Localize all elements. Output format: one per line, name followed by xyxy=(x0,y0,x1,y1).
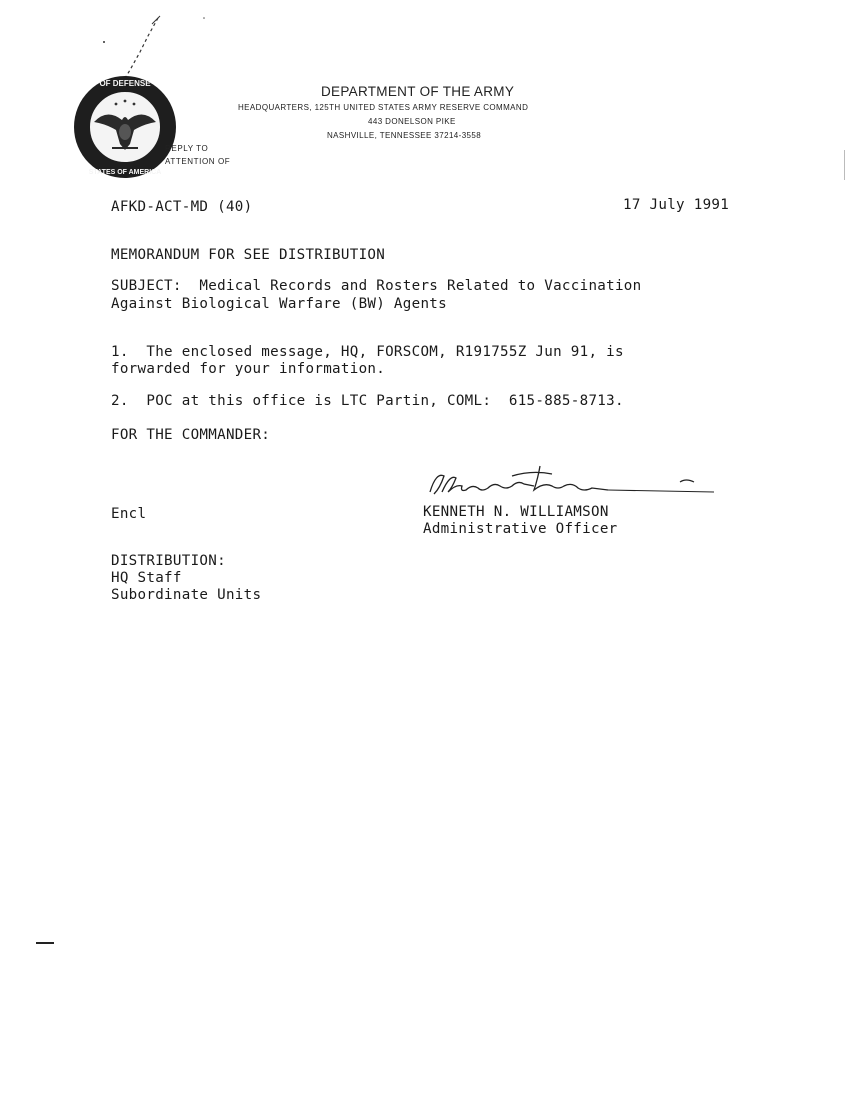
office-symbol: AFKD-ACT-MD (40) xyxy=(111,199,253,215)
distribution-heading: DISTRIBUTION: xyxy=(111,553,226,569)
paragraph-2: 2. POC at this office is LTC Partin, COML: 615-885-8713. xyxy=(111,393,624,409)
signer-title: Administrative Officer xyxy=(423,521,618,537)
scan-edge-mark xyxy=(844,150,845,180)
memorandum-for: MEMORANDUM FOR SEE DISTRIBUTION xyxy=(111,247,386,263)
for-the-commander: FOR THE COMMANDER: xyxy=(111,427,271,443)
margin-mark xyxy=(36,942,54,944)
enclosure-label: Encl xyxy=(111,506,147,522)
reply-to-label: REPLY TO xyxy=(165,144,209,153)
department-of-defense-seal xyxy=(72,74,178,180)
street-address: 443 DONELSON PIKE xyxy=(368,117,456,126)
attention-of-label: ATTENTION OF xyxy=(165,157,231,166)
memo-date: 17 July 1991 xyxy=(623,197,730,213)
subject-line-2: Against Biological Warfare (BW) Agents xyxy=(111,296,447,312)
paragraph-1-line-2: forwarded for your information. xyxy=(111,361,386,377)
handwritten-signature xyxy=(422,462,722,502)
svg-text:OF DEFENSE: OF DEFENSE xyxy=(99,79,151,88)
subject-line-1: SUBJECT: Medical Records and Rosters Related to Vaccination xyxy=(111,278,642,294)
department-heading: DEPARTMENT OF THE ARMY xyxy=(321,84,515,99)
distribution-item: Subordinate Units xyxy=(111,587,262,603)
svg-text:STATES OF AMERICA: STATES OF AMERICA xyxy=(88,169,162,176)
headquarters-line: HEADQUARTERS, 125TH UNITED STATES ARMY RESERVE COMMAND xyxy=(238,103,529,112)
distribution-item: HQ Staff xyxy=(111,570,182,586)
paragraph-1-line-1: 1. The enclosed message, HQ, FORSCOM, R191755Z Jun 91, is xyxy=(111,344,624,360)
signer-name: KENNETH N. WILLIAMSON xyxy=(423,504,609,520)
city-address: NASHVILLE, TENNESSEE 37214-3558 xyxy=(327,131,482,140)
